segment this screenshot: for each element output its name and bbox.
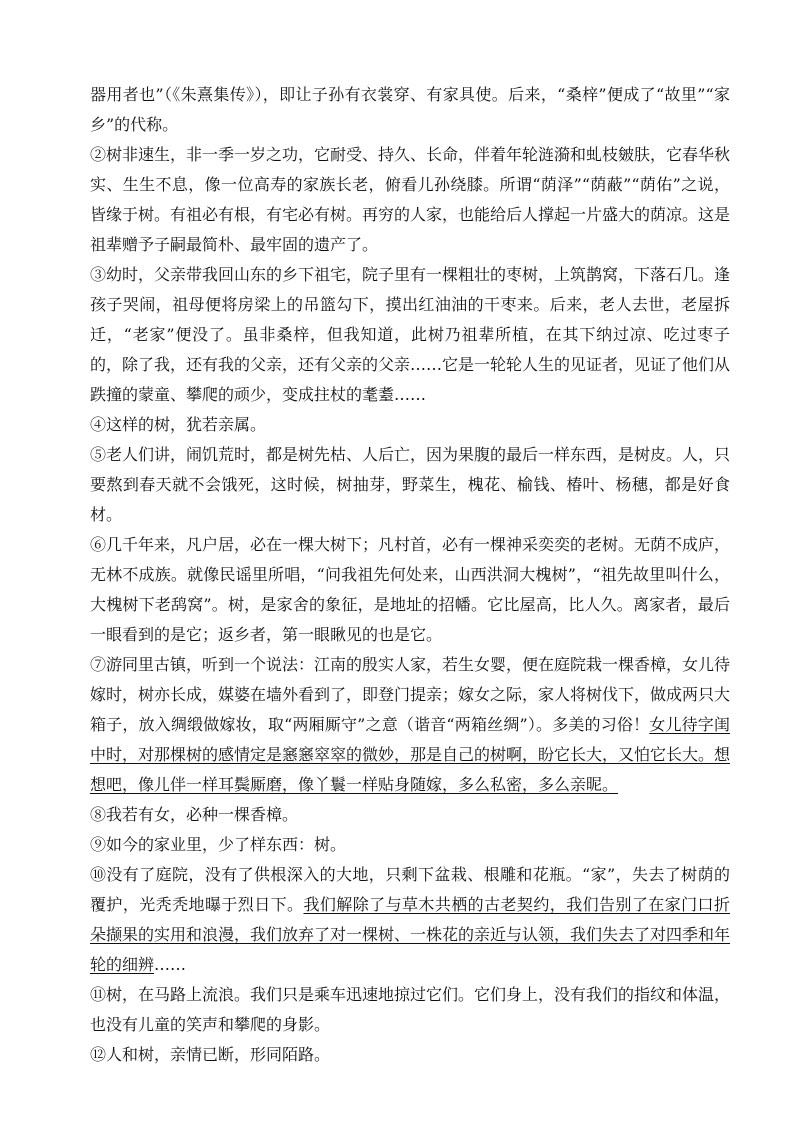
text-segment: ⑨如今的家业里，少了样东西：树。 (90, 835, 347, 854)
text-segment: ⑤老人们讲，闹饥荒时，都是树先枯、人后亡，因为果腹的最后一样东西，是树皮。人，只要熬到春天就不会饿死，这时候，树抽芽，野菜生，槐花、榆钱、椿叶、杨穗，都是好食材。 (90, 445, 731, 524)
paragraph-3 (90, 260, 730, 410)
paragraph-6 (90, 530, 730, 650)
underlined-text-segment: 我们解除了与草木共栖的古老契约，我们告别了在家门口折朵撷果的实用和浪漫，我们放弃了对一棵树、一株花的亲近与认领，我们失去了对四季和年轮的细辨 (90, 895, 731, 974)
text-segment: ⑥几千年来，凡户居，必在一棵大树下；凡村首，必有一棵神采奕奕的老树。无荫不成庐，无林不成族。就像民谣里所唱，“问我祖先何处来，山西洪洞大槐树”，“祖先故里叫什么，大槐树下老鸹窝”。树，是家舍的象征，是地址的招幡。它比屋高，比人久。离家者，最后一眼看到的是它；返乡者，第一眼瞅见的也是它。 (90, 535, 731, 644)
underlined-text-segment: 女儿待字闺中时，对那棵树的感情定是窸窸窣窣的微妙，那是自己的树啊，盼它长大，又怕它长大。想想吧，像儿伴一样耳鬓厮磨，像丫鬟一样贴身随嫁，多么私密，多么亲昵。 (90, 715, 731, 794)
text-segment: ⑫人和树，亲情已断，形同陌路。 (90, 1045, 331, 1064)
text-segment: ③幼时，父亲带我回山东的乡下祖宅，院子里有一棵粗壮的枣树，上筑鹊窝，下落石几。逢孩子哭闹，祖母便将房梁上的吊篮勾下，摸出红油油的干枣来。后来，老人去世，老屋拆迁，“老家”便没了。虽非桑梓，但我知道，此树乃祖辈所植，在其下纳过凉、吃过枣子的，除了我，还有我的父亲，还有父亲的父亲……它是一轮轮人生的见证者，见证了他们从跌撞的蒙童、攀爬的顽少，变成拄杖的耄耋…… (90, 265, 731, 404)
paragraph-9 (90, 830, 730, 860)
paragraph-8 (90, 800, 730, 830)
paragraph-5 (90, 440, 730, 530)
paragraph-continuation (90, 80, 730, 140)
text-segment: ⑩没有了庭院，没有了供根深入的大地，只剩下盆栽、根雕和花瓶。“家”，失去了树荫的覆护，光秃秃地曝于烈日下。 (90, 865, 730, 914)
paragraph-2 (90, 140, 730, 260)
paragraph-11 (90, 980, 730, 1040)
paragraph-4 (90, 410, 730, 440)
text-segment: …… (154, 955, 187, 974)
text-segment: ⑧我若有女，必种一棵香樟。 (90, 805, 299, 824)
text-segment: ⑪树，在马路上流浪。我们只是乘车迅速地掠过它们。它们身上，没有我们的指纹和体温，也没有儿童的笑声和攀爬的身影。 (90, 985, 731, 1034)
paragraph-7 (90, 650, 730, 800)
text-segment: 器用者也”（《朱熹集传》），即让子孙有衣裳穿、有家具使。后来，“桑梓”便成了“故里”“家乡”的代称。 (90, 85, 730, 134)
paragraph-10 (90, 860, 730, 980)
paragraph-12 (90, 1040, 730, 1070)
document-page (90, 80, 730, 1070)
text-segment: ④这样的树，犹若亲属。 (90, 415, 267, 434)
text-segment: ②树非速生，非一季一岁之功，它耐受、持久、长命，伴着年轮涟漪和虬枝皴肤，它春华秋实、生生不息，像一位高寿的家族长老，俯看儿孙绕膝。所谓“荫泽”“荫蔽”“荫佑”之说，皆缘于树。有祖必有根，有宅必有树。再穷的人家，也能给后人撑起一片盛大的荫凉。这是祖辈赠予子嗣最简朴、最牢固的遗产了。 (90, 145, 731, 254)
text-segment: ⑦游同里古镇，听到一个说法：江南的殷实人家，若生女婴，便在庭院栽一棵香樟，女儿待嫁时，树亦长成，媒婆在墙外看到了，即登门提亲；嫁女之际，家人将树伐下，做成两只大箱子，放入绸缎做嫁妆，取“两厢厮守”之意（谐音“两箱丝绸”）。多美的习俗！ (90, 655, 731, 734)
